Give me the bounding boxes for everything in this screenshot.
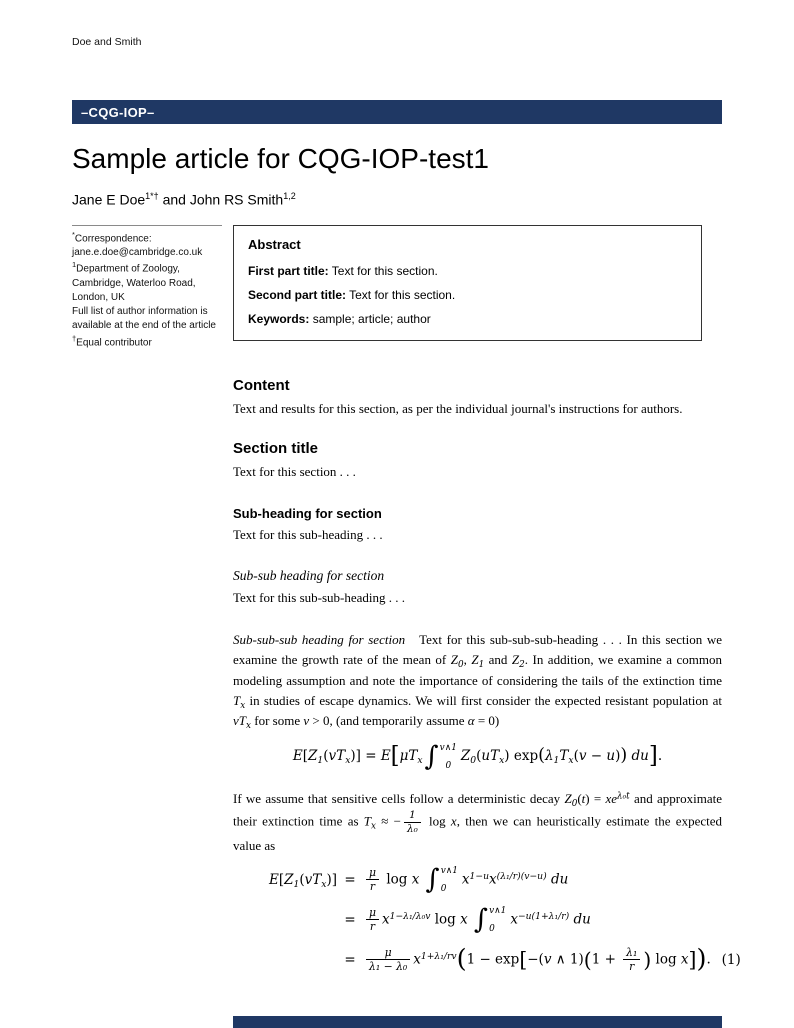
correspondence-email: jane.e.doe@cambridge.co.uk — [72, 247, 203, 259]
equation-row-1-lhs: $E[Z_1(vT_x)]$ — [268, 871, 337, 890]
correspondence-mark: * — [72, 229, 75, 239]
abstract-keywords-text: sample; article; author — [309, 311, 431, 326]
subsection-heading: Sub-heading for section — [233, 505, 382, 521]
journal-banner — [72, 100, 722, 124]
equal-contributor-mark: † — [72, 333, 77, 343]
abstract-item-second-label: Second part title: — [248, 287, 347, 302]
equation-number-tag: (1) — [721, 951, 741, 968]
equation-row-3-relation: = — [344, 951, 356, 968]
paragraph-subsubsection: Text for this sub-sub-heading . . . — [233, 590, 406, 606]
equation-row-3 — [233, 943, 741, 974]
subsubsubsection-heading: Sub-sub-sub heading for section — [233, 632, 406, 648]
equation-row-1 — [233, 866, 722, 894]
equation-row-2-rhs: $\frac{\mu}{r}$ $x^{1-\lambda_1/\lambda_0v}$ log x ∫ v∧1 0 $x^{-u(1+\lambda_1/r)}$ du — [363, 906, 692, 934]
author-1-marks: 1*† — [145, 191, 159, 201]
author-2-name: John RS Smith — [189, 191, 284, 208]
affiliation-text: Department of Zoology, Cambridge, Waterloo Road, London, UK — [72, 263, 196, 304]
abstract-item-first-text: Text for this section. — [328, 263, 438, 278]
correspondence-block — [72, 230, 222, 350]
section-heading-content: Content — [233, 376, 290, 394]
author-info-note: Full list of author information is available at the end of the article — [72, 306, 216, 332]
abstract-keywords-label: Keywords: — [248, 311, 310, 326]
abstract-item-keywords — [248, 310, 687, 328]
footer-bar — [233, 1016, 722, 1028]
running-head: Doe and Smith — [72, 36, 142, 48]
article-title: Sample article for CQG-IOP-test1 — [72, 143, 490, 174]
abstract-item-first — [248, 262, 687, 280]
paragraph-subsubsub — [233, 630, 722, 731]
equation-display-1 — [233, 743, 722, 771]
page-body — [72, 225, 741, 986]
subsubsection-heading: Sub-sub heading for section — [233, 568, 385, 584]
abstract-item-second — [248, 286, 687, 304]
paragraph-subsubsub-text: Text for this sub-sub-sub-heading . . . In this section we examine the growth rate of the mean of $Z_0$, $Z_1$ and $Z_2$. In addition, we examine a common modeling assumption and note the importance of considering the tails of the extinction time $T_x$ in studies of escape dynamics. We will first consider the expected resistant population at $vT_x$ for some v > 0, (and temporarily assume α = 0) — [233, 632, 723, 731]
equation-1-body: $E[Z_1(vT_x)] = E[\mu T_x$ ∫ v∧1 0 $Z_0(uT_x) \exp(\lambda_1T_x(v - u))$ du]. — [292, 741, 663, 773]
author-1-name: Jane E Doe — [72, 191, 146, 208]
abstract-box — [233, 225, 702, 341]
equation-row-2-relation: = — [344, 911, 356, 928]
authors-line — [72, 191, 722, 208]
paragraph-section: Text for this section . . . — [233, 463, 356, 479]
correspondence-label: Correspondence: — [74, 232, 152, 244]
affiliation-mark: 1 — [72, 260, 77, 270]
abstract-item-first-label: First part title: — [248, 263, 329, 278]
equation-row-1-relation: = — [344, 871, 356, 888]
abstract-item-second-text: Text for this section. — [346, 287, 456, 302]
equation-row-3-rhs: $\frac{\mu}{\text{λ₁ − λ₀}}$ $x^{1+\lambda_1/rv}(1 - \exp[-(v$ ∧ 1)(1 + $\frac{\text{λ₁}}{r}$ ) log x]). — [363, 946, 711, 974]
main-column — [233, 225, 741, 986]
author-2-marks: 1,2 — [283, 191, 296, 201]
sidebar-rule — [72, 225, 222, 226]
paragraph-subsection: Text for this sub-heading . . . — [233, 526, 383, 542]
abstract-heading: Abstract — [248, 236, 301, 252]
equation-row-2 — [233, 906, 722, 934]
equation-row-1-rhs: $\frac{\mu}{r}$ log x ∫ v∧1 0 $x^{1-u}x^{(\lambda_1/r)(v-u)}$ du — [363, 866, 692, 894]
equal-contributor-note: Equal contributor — [76, 336, 152, 348]
equation-aligned-1 — [233, 864, 741, 974]
paragraph-estimate: If we assume that sensitive cells follow a deterministic decay $Z_0(t) = xe^{\lambda_0t}$ and approximate their extinction time as $T_x$ ≈ − $\frac{1}{\text{λ₀}}$ log x, then we can heuristically estimate the expected value as — [233, 790, 723, 853]
banner-label: –CQG-IOP– — [81, 104, 155, 120]
paragraph-content: Text and results for this section, as per the individual journal's instructions for authors. — [233, 400, 683, 416]
sidebar-author-notes — [72, 225, 222, 986]
authors-connector: and — [158, 191, 190, 208]
section-heading-title: Section title — [233, 439, 319, 457]
